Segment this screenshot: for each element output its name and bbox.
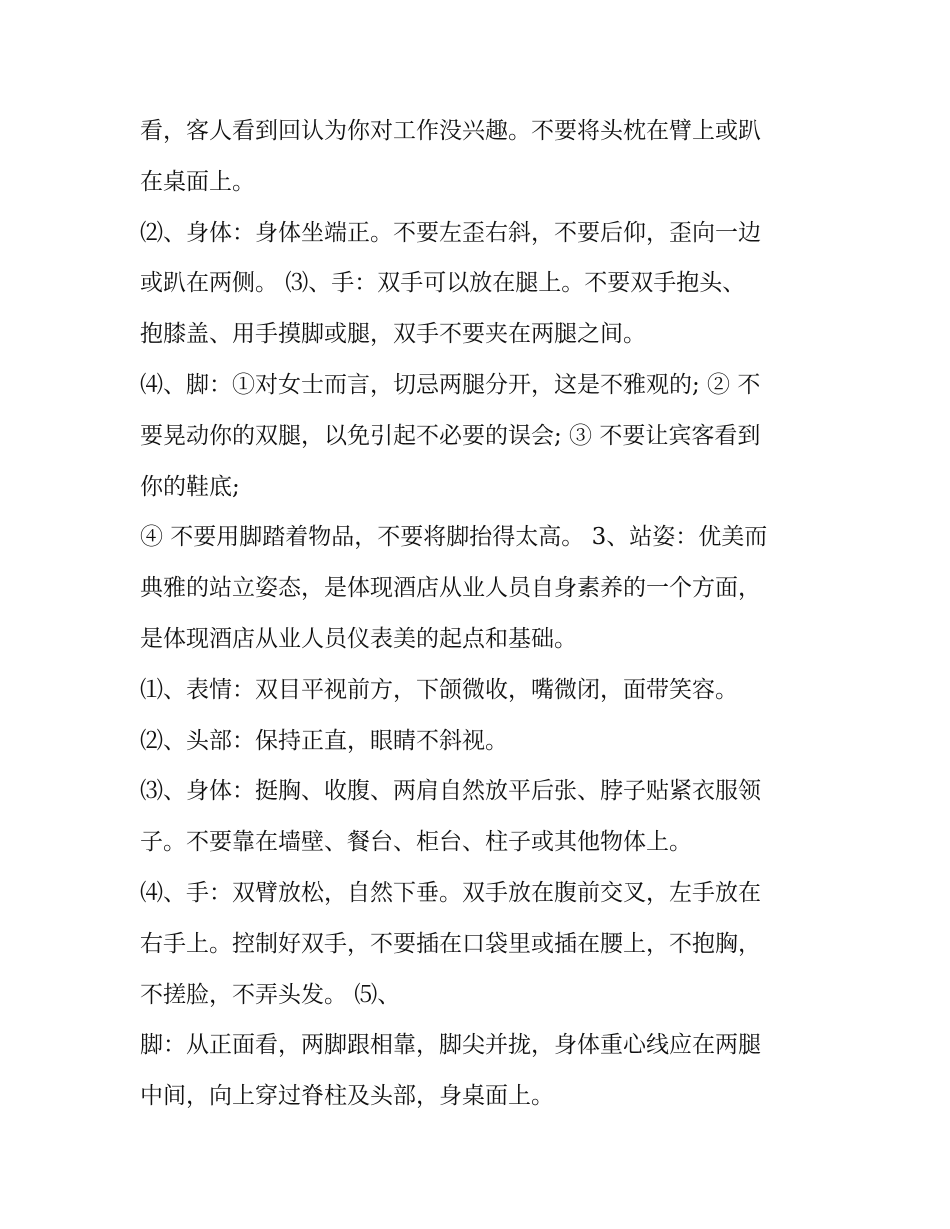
text-line: ⑷、手：双臂放松，自然下垂。双手放在腹前交叉，左手放在 [140, 879, 761, 906]
text-line: 中间，向上穿过脊柱及头部，身桌面上。 [140, 1083, 554, 1110]
text-line: ④ 不要用脚踏着物品，不要将脚抬得太高。 3、站姿：优美而 [140, 524, 768, 551]
text-line: 看，客人看到回认为你对工作没兴趣。不要将头枕在臂上或趴 [140, 118, 761, 144]
text-line: 或趴在两侧。 ⑶、手：双手可以放在腿上。不要双手抱头、 [140, 270, 746, 297]
text-line: ⑵、身体：身体坐端正。不要左歪右斜，不要后仰，歪向一边 [140, 219, 761, 246]
text-line: 典雅的站立姿态，是体现酒店从业人员自身素养的一个方面， [140, 575, 761, 602]
text-line: 是体现酒店从业人员仪表美的起点和基础。 [140, 625, 577, 652]
text-line: 不搓脸，不弄头发。 ⑸、 [140, 981, 401, 1008]
text-line: 抱膝盖、用手摸脚或腿，双手不要夹在两腿之间。 [140, 321, 646, 348]
text-line: 你的鞋底; [140, 473, 240, 500]
text-line: ⑶、身体：挺胸、收腹、两肩自然放平后张、脖子贴紧衣服领 [140, 778, 761, 805]
text-line: ⑷、脚：①对女士而言，切忌两腿分开，这是不雅观的; ② 不 [140, 371, 761, 398]
text-line: ⑴、表情：双目平视前方，下颌微收，嘴微闭，面带笑容。 [140, 676, 738, 703]
body-text [140, 106, 820, 1122]
text-line: ⑵、头部：保持正直，眼睛不斜视。 [140, 727, 508, 754]
text-line: 要晃动你的双腿，以免引起不必要的误会; ③ 不要让宾客看到 [140, 422, 761, 449]
text-line: 在桌面上。 [140, 168, 255, 195]
text-line: 右手上。控制好双手，不要插在口袋里或插在腰上，不抱胸， [140, 930, 761, 957]
text-line: 子。不要靠在墙壁、餐台、柜台、柱子或其他物体上。 [140, 829, 692, 856]
text-line: 脚：从正面看，两脚跟相靠，脚尖并拢，身体重心线应在两腿 [140, 1032, 761, 1059]
